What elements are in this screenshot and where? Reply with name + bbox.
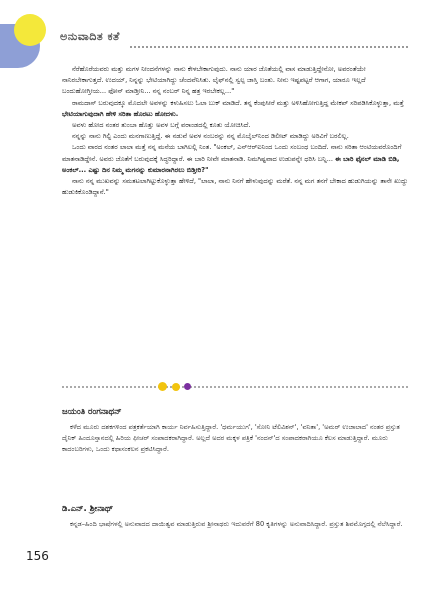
author-name: ಜಯಂತಿ ರಂಗನಾಥನ್: [62, 407, 122, 417]
author-bio: ಕಳೆದ ಮೂರು ದಶಕಗಳಿಂದ ಪತ್ರಕರ್ತೆಯಾಗಿ ಕಾರ್ಯ ನಿರ್ವಹಿಸುತ್ತಿದ್ದಾರೆ. 'ಧರ್ಮಯುಗ', 'ಸೋನಿ ಟೆಲಿವಿಶನ್', 'ವನಿತಾ', 'ಅಮರ್ ಉಜಾಲಾದ' ನಂತರ ಪ್ರಸ್ತುತ ದೈನಿಕ್ ಹಿಂದೂಸ್ತಾನದಲ್ಲಿ ಹಿರಿಯ ಫೀಚರ್ ಸಂಪಾದಕರಾಗಿದ್ದಾರೆ. ಅಲ್ಲದೆ ಅದರ ಮಕ್ಕಳ ಪತ್ರಿಕೆ 'ನಂದನ್'ದ ಸಂಪಾದಕರಾಗಿಯೂ ಕೆಲಸ ಮಾಡುತ್ತಿದ್ದಾರೆ. ಮೂರು ಕಾದಂಬರಿಗಳು, ಒಂದು ಕಥಾಸಂಕಲನ ಪ್ರಕಟಿಸಿದ್ದಾರೆ.: [62, 423, 400, 453]
story-paragraph: ನೆರೆಹೊರೆಯವರು ಮತ್ತು ಮಗಳ ನೀಂದನೆಗಳನ್ನು ನಾನು ಕೇಳಬೇಕಾಗುವುದು. ನಾನು ಯಾರ ಜೊತೆಯಲ್ಲಿ ವಾಸ ಮಾಡುತ್ತಿದ್ದೇನೋ, ಅವರಂತೆಯೇ ನಾನಿರಬೇಕಾಗುತ್ತದೆ. ಉದಯ್, ನಿನ್ನನ್ನು ಭೇಟಿಯಾಗಿದ್ದು ಚೆಂದವೆನಿಸಿತು. ಲೈಫ್‌ನಲ್ಲಿ ಸ್ವಲ್ಪ ಜಾಸ್ತಿ ಬಂತು. ನೀನು ಇಷ್ಟಪಟ್ಟರೆ ಆಗಾಗ, ಯಾರೂ ಇಲ್ಲದೆ ಬಂದುಹೋಗ್ತೀಯ... ಫೋನ್ ಮಾಡ್ತೀನಿ... ನನ್ನ ನಂಬರ್ ನಿನ್ನ ಹತ್ರ ಇರಬೇಕಲ್ಲ...": [62, 65, 366, 96]
story-paragraph: ಅವಳು ಹೋದ ನಂತರ ತುಂಬಾ ಹೊತ್ತು ಅವಳ ಬಗ್ಗೆ ವರಾಂಡದಲ್ಲಿ ಕೂತು ಯೋಚಿಸಿದೆ.: [72, 121, 251, 130]
header-dotted-rule: [130, 46, 408, 48]
page-number: 156: [26, 549, 49, 563]
story-bold-text: ಈ ಬಾರಿ ಫೈನಲ್ ಮಾಡಿ ಬಿಡಿ, ಅಂಕಲ್... ಎಷ್ಟು ದಿನ ನಿಮ್ಮ ಮಗನನ್ನು ಕುಮಾರನಾಗಿರಲು ಬಿಡ್ತೀರಿ?": [62, 154, 400, 174]
story-paragraph: [62, 142, 408, 176]
story-body: [62, 64, 408, 198]
divider-dot-yellow: [172, 383, 180, 391]
story-paragraph: ನನ್ನನ್ನು ನಾನು ಗಿಲ್ಟಿ ಎಂದು ಮನಗಾಣುತ್ತಿದ್ದೆ. ಈ ನಡುವೆ ಅವಳ ನಂಬರನ್ನು ನನ್ನ ಮೊಬೈಲ್‌ನಿಂದ ಡಿಲೀಟ್ ಮಾಡಿದ್ದು ಅರಿವಿಗೆ ಬರಲಿಲ್ಲ.: [72, 132, 349, 141]
divider-dot-purple: [184, 383, 191, 390]
section-divider: [62, 382, 408, 392]
corner-decoration-yellow: [14, 14, 46, 46]
section-title: ಅನುವಾದಿತ ಕತೆ: [60, 30, 120, 43]
story-text: ಒಂದು ವಾರದ ನಂತರ ಲಾಲಾ ಮತ್ತೆ ನನ್ನ ಮನೆಯ ಬಾಗಿಲಲ್ಲಿ ನಿಂತ. "ಅಂಕಲ್, ಎನ್‌ಆರ್‌ಐನಿಂದ ಒಂದು ಸಂಬಂಧ ಬಂದಿದೆ. ನಾನು ಸರಿತಾ ಆಂಟಿಯವರೊಂದಿಗೆ ಮಾತನಾಡಿದ್ದೇನೆ. ಅವರು ಜೊತೆಗೆ ಬರುವುದಕ್ಕೆ ಸಿದ್ಧರಿದ್ದಾರೆ. ಈ ಬಾರಿ ನೀವೇ ಮಾತನಾಡಿ. ನಿಮಗಿಷ್ಟವಾದ ಉಡುಪನ್ನೇ ಧರಿಸಿ ಬನ್ನಿ...: [62, 143, 402, 163]
divider-dot-yellow: [158, 382, 167, 391]
divider-dotted-line: [62, 386, 408, 388]
translator-name: ಡಿ.ಎನ್. ಶ್ರೀನಾಥ್: [62, 504, 114, 514]
translator-bio: ಕನ್ನಡ–ಹಿಂದಿ ಭಾಷೆಗಳಲ್ಲಿ ಅನುವಾದದ ದಾಯಿತ್ವವ ಮಾಡುತ್ತಿರುವ ಶ್ರೀನಾಥರು ಇದುವರೆಗೆ 80 ಕೃತಿಗಳನ್ನು ಅನುವಾದಿಸಿದ್ದಾರೆ. ಪ್ರಸ್ತುತ ಶಿವಮೊಗ್ಗದಲ್ಲಿ ನೆಲೆಸಿದ್ದಾರೆ.: [70, 520, 403, 528]
story-text: ರಾಮದಾಸ್ ಬರುವುದಕ್ಕೂ ಮೊದಲೇ ಅವಳನ್ನು ಕಳುಹಿಸಲು ಓಲಾ ಬುಕ್ ಮಾಡಿದೆ. ತನ್ನ ಕೆಂಪುಸೀರೆ ಮತ್ತು ಅಳಿಸಿಹೋಗುತ್ತಿದ್ದ ಮೇಕಪ್ ಸರಿಪಡಿಸಿಕೊಳ್ಳುತ್ತಾ, ಮತ್ತೆ: [72, 98, 404, 107]
story-paragraph: ನಾನು ನನ್ನ ಮುಖವನ್ನು ಸಮತಟಲಾಗಿಟ್ಟುಕೊಳ್ಳುತ್ತಾ ಹೇಳಿದೆ, "ಲಾಲಾ, ನಾನು ನಿನಗೆ ಹೇಳುವುದನ್ನು ಮರೆತೆ. ನನ್ನ ಮಗ ತನಗೆ ಬೇಕಾದ ಹುಡುಗಿಯನ್ನು ತಾನೇ ಖುದ್ದು ಹುಡುಕಿಕೊಂಡಿದ್ದಾನೆ.": [62, 177, 408, 197]
story-bold-text: ಭೇಟಿಯಾಗುವುದಾಗಿ ಹೇಳಿ ಸರಿತಾ ಹೊರಟು ಹೋದಳು.: [62, 109, 179, 118]
story-paragraph: [62, 98, 408, 120]
